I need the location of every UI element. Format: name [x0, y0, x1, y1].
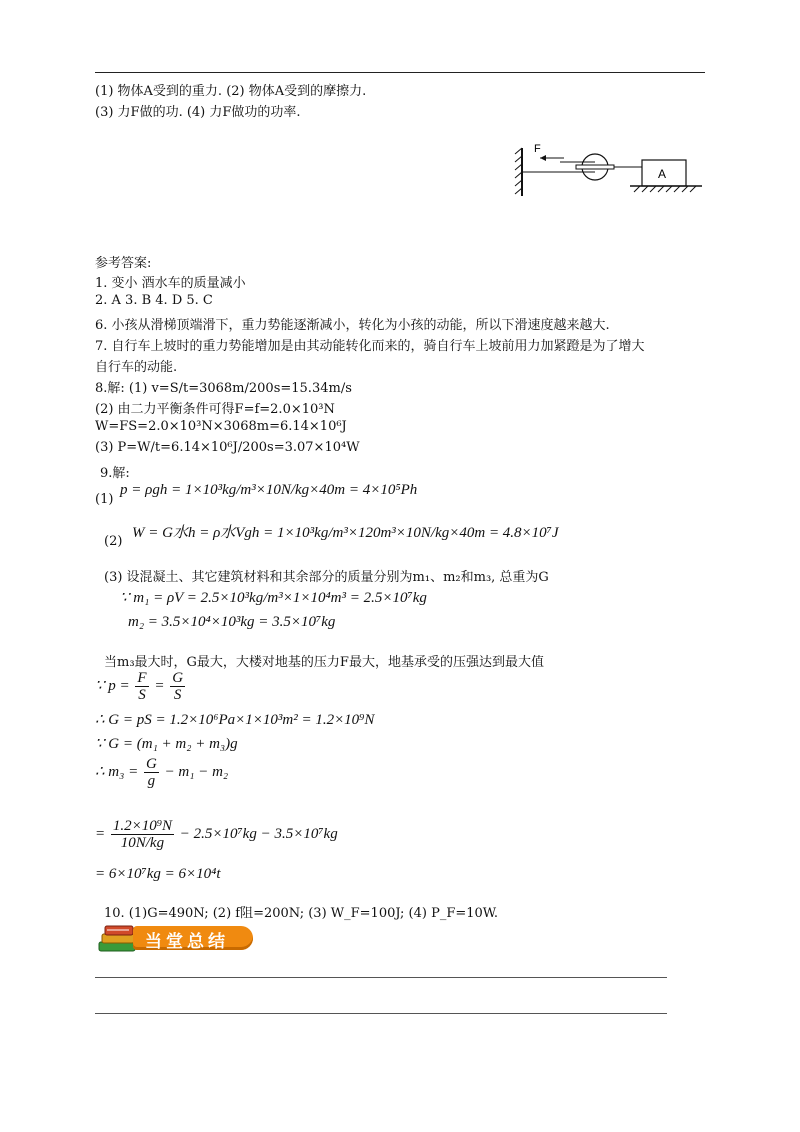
eq-calc-num: 1.2×10⁹N	[112, 818, 172, 834]
answer-9-3-eq1: ∵ m₁ = ρV = 2.5×10³kg/m³×1×10⁴m³ = 2.5×10⁷kg	[120, 590, 427, 606]
equation-calc	[95, 818, 338, 851]
answer-1: 1. 变小 酒水车的质量减小	[95, 276, 246, 291]
answers-heading: 参考答案:	[95, 256, 152, 271]
top-rule	[95, 72, 705, 73]
eq-p-lead: ∵ p =	[95, 677, 130, 694]
eq-m3-tail: − m₁ − m₂	[164, 763, 229, 780]
answer-9-2-equation: W = G水h = ρ水Vgh = 1×10³kg/m³×120m³×10N/kg×40m = 4.8×10⁷J	[132, 525, 559, 541]
summary-line-2	[95, 1013, 667, 1014]
eq-p-den1: S	[138, 687, 146, 703]
answer-9-3-eq2: m₂ = 3.5×10⁴×10³kg = 3.5×10⁷kg	[128, 614, 336, 630]
answer-2-5: 2. A 3. B 4. D 5. C	[95, 293, 213, 308]
fraction-calc	[111, 818, 174, 851]
eq-p-num1: F	[137, 670, 147, 686]
answer-8-line-4: (3) P=W/t=6.14×10⁶J/200s=3.07×10⁴W	[95, 440, 360, 455]
summary-badge	[95, 922, 260, 956]
answer-7-line-2: 自行车的动能.	[95, 360, 178, 375]
equation-result: = 6×10⁷kg = 6×10⁴t	[95, 866, 221, 882]
answer-9-heading: 9.解:	[100, 466, 130, 481]
answer-7-line-1: 7. 自行车上坡时的重力势能增加是由其动能转化而来的，骑自行车上坡前用力加紧蹬是为了增大	[95, 339, 645, 354]
fraction-G-over-g	[144, 756, 159, 789]
answer-10: 10. (1)G=490N; (2) f阻=200N; (3) W_F=100J; (4) P_F=10W.	[104, 906, 499, 921]
answer-6: 6. 小孩从滑梯顶端滑下，重力势能逐渐减小，转化为小孩的动能，所以下滑速度越来越大.	[95, 318, 610, 333]
equation-pressure	[95, 670, 187, 703]
eq-m3-num: G	[145, 756, 157, 772]
fraction-F-over-S	[135, 670, 148, 703]
fraction-G-over-S	[170, 670, 185, 703]
summary-title: 当堂总结	[145, 932, 229, 952]
answer-9-1-equation: p = ρgh = 1×10³kg/m³×10N/kg×40m = 4×10⁵Ph	[120, 482, 418, 498]
block-label: A	[658, 167, 667, 181]
answer-9-2-label: (2)	[104, 534, 123, 549]
answer-8-line-3: W=FS=2.0×10³N×3068m=6.14×10⁶J	[95, 419, 347, 434]
answer-8-line-2: (2) 由二力平衡条件可得F=f=2.0×10³N	[95, 402, 335, 417]
eq-p-mid: =	[154, 677, 165, 694]
eq-calc-tail: − 2.5×10⁷kg − 3.5×10⁷kg	[179, 825, 338, 842]
answer-9-3-text: 当m₃最大时，G最大，大楼对地基的压力F最大，地基承受的压强达到最大值	[104, 655, 544, 670]
question-line-2: (3) 力F做的功. (4) 力F做功的功率.	[95, 105, 301, 120]
eq-p-num2: G	[172, 670, 184, 686]
answer-9-1-label: (1)	[95, 492, 114, 507]
pulley-figure	[512, 140, 712, 200]
eq-p-den2: S	[173, 687, 182, 703]
question-line-1: (1) 物体A受到的重力. (2) 物体A受到的摩擦力.	[95, 84, 367, 99]
equation-G-sum: ∵ G = (m₁ + m₂ + m₃)g	[95, 736, 238, 752]
eq-calc-den: 10N/kg	[120, 835, 165, 851]
eq-m3-den: g	[147, 773, 156, 789]
answer-8-line-1: 8.解: (1) v=S/t=3068m/200s=15.34m/s	[95, 381, 352, 396]
eq-calc-lead: =	[95, 825, 106, 842]
summary-line-1	[95, 977, 667, 978]
equation-G: ∴ G = pS = 1.2×10⁶Pa×1×10³m² = 1.2×10⁹N	[95, 712, 375, 728]
answer-9-3-intro: (3) 设混凝土、其它建筑材料和其余部分的质量分别为m₁、m₂和m₃, 总重为G	[104, 570, 549, 585]
equation-m3	[95, 756, 228, 789]
force-label: F	[534, 143, 541, 155]
eq-m3-lead: ∴ m₃ =	[95, 763, 139, 780]
